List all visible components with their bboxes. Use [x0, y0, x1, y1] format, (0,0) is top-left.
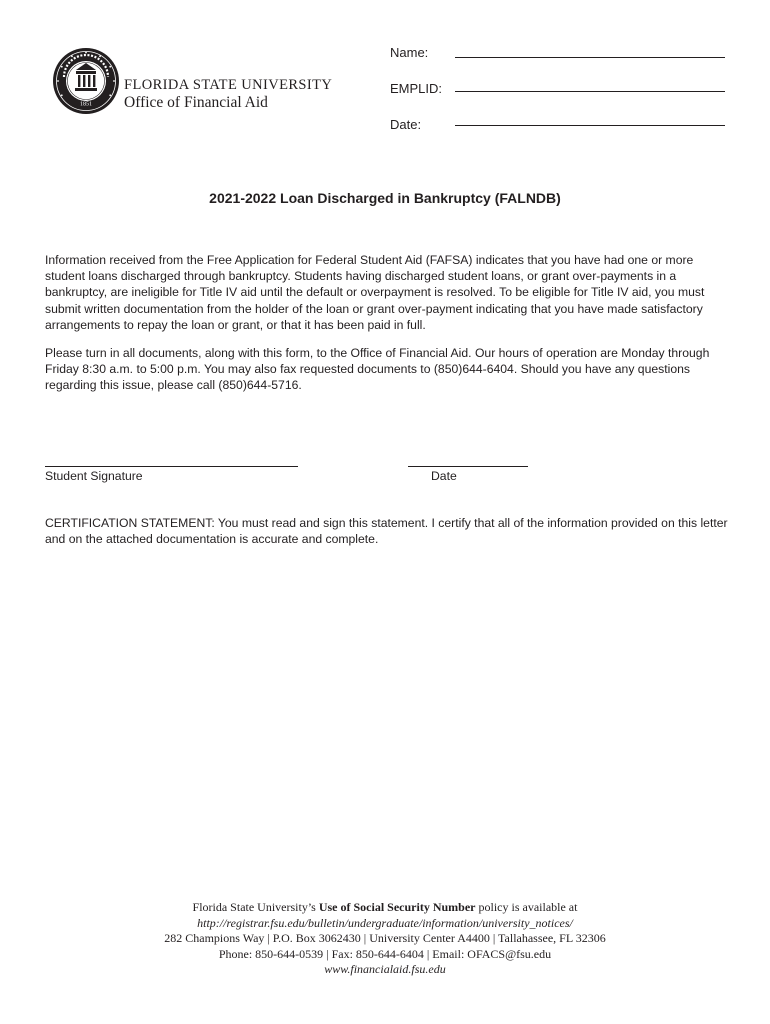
signature-date-line[interactable]	[408, 466, 528, 467]
footer-ssn-policy	[0, 900, 770, 916]
footer-ssn-url[interactable]: http://registrar.fsu.edu/bulletin/undergraduate/information/university_notices/	[197, 915, 573, 930]
footer-address: 282 Champions Way | P.O. Box 3062430 | University Center A4400 | Tallahassee, FL 32306	[164, 931, 606, 945]
name-label: Name:	[390, 45, 429, 60]
seal-year: 1851	[80, 101, 92, 108]
footer-ssn-suffix: policy is available at	[475, 900, 578, 914]
university-name: FLORIDA STATE UNIVERSITY	[124, 77, 333, 93]
certification-statement: CERTIFICATION STATEMENT: You must read and sign this statement. I certify that all of the information provided on this letter and on the attached documentation is accurate and complete.	[45, 516, 728, 547]
footer-ssn-bold: Use of Social Security Number	[318, 900, 476, 914]
footer	[0, 900, 770, 978]
emplid-field[interactable]	[455, 91, 725, 92]
name-field[interactable]	[455, 57, 725, 58]
student-signature-label: Student Signature	[45, 469, 143, 483]
signature-date-label: Date	[431, 469, 457, 483]
student-signature-line[interactable]	[45, 466, 298, 467]
fsu-seal-icon	[52, 47, 120, 115]
office-name: Office of Financial Aid	[124, 94, 268, 111]
page-title: 2021-2022 Loan Discharged in Bankruptcy (FALNDB)	[209, 190, 561, 206]
date-field[interactable]	[455, 125, 725, 126]
emplid-label: EMPLID:	[390, 81, 443, 96]
footer-ssn-prefix: Florida State University’s	[192, 900, 319, 914]
date-label: Date:	[390, 117, 422, 132]
footer-contact: Phone: 850-644-0539 | Fax: 850-644-6404 | Email: OFACS@fsu.edu	[218, 946, 552, 961]
body-paragraph-2: Please turn in all documents, along with this form, to the Office of Financial Aid. Our hours of operation are Monday through Friday 8:30 a.m. to 5:00 p.m. You may also fax requested documents to (850)644-6404. Should you have any questions regarding this issue, please call (850)644-5716.	[45, 346, 710, 393]
footer-website[interactable]: www.financialaid.fsu.edu	[324, 962, 446, 976]
body-paragraph-1: Information received from the Free Application for Federal Student Aid (FAFSA) indicates that you have had one or more student loans discharged through bankruptcy. Students having discharged student loans, or grant over-payments in a bankruptcy, are ineligible for Title IV aid until the default or overpayment is resolved. To be eligible for Title IV aid, you must submit written documentation from the holder of the loan or grant over-payment indicating that you have made satisfactory arrangements to repay the loan or grant, or that it has been paid in full.	[45, 253, 705, 332]
